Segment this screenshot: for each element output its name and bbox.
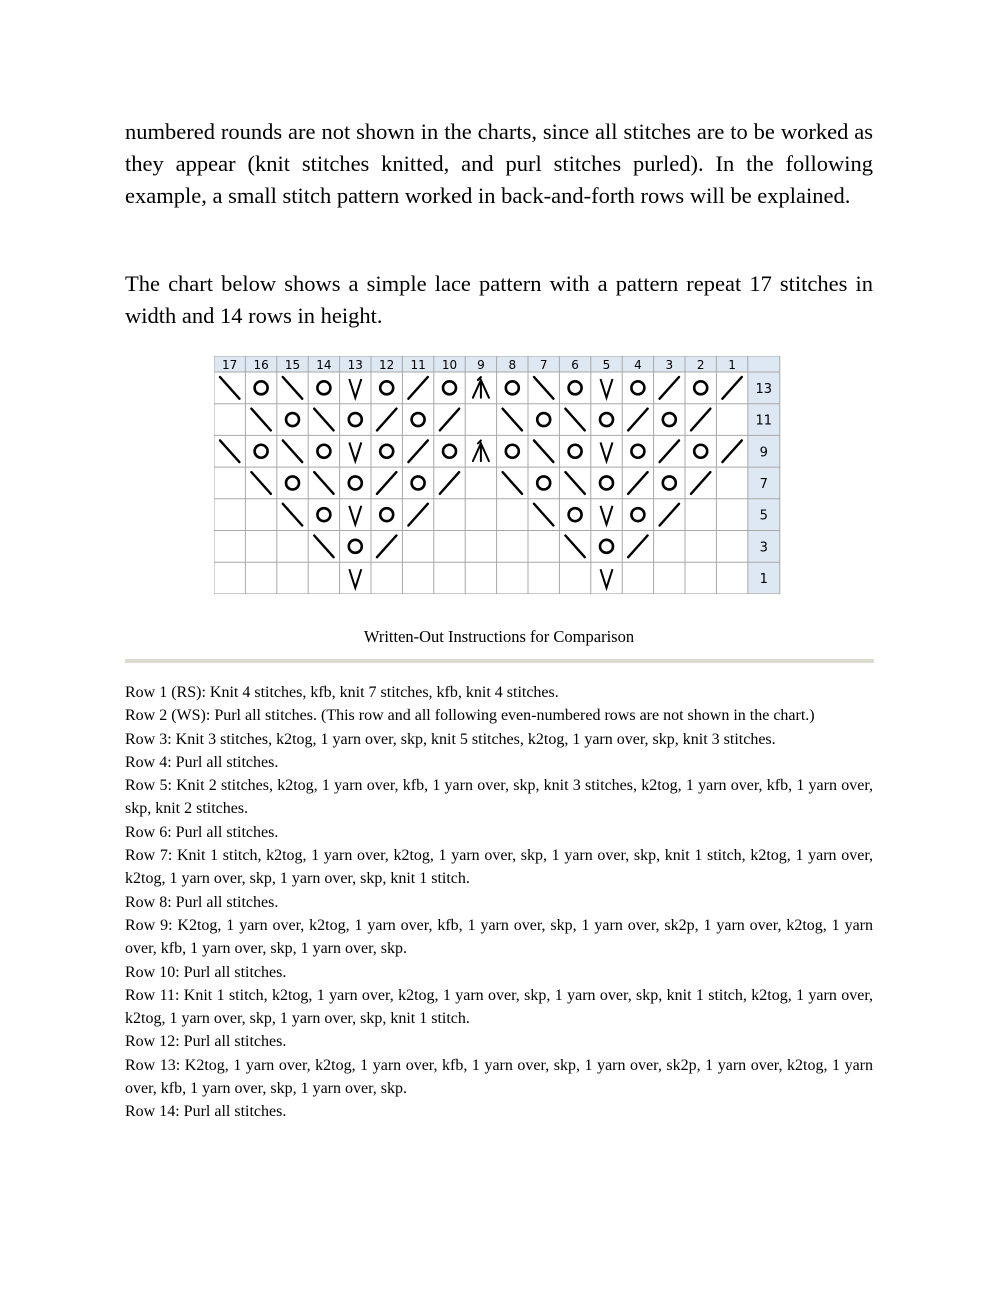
instruction-row: Row 3: Knit 3 stitches, k2tog, 1 yarn over, skp, knit 5 stitches, k2tog, 1 yarn over, skp, knit 3 stitches. <box>125 730 776 748</box>
row-label: 11 <box>755 413 773 429</box>
yarn-over-symbol <box>537 476 550 489</box>
skp-symbol <box>314 409 333 431</box>
k2tog-symbol <box>377 472 396 494</box>
yarn-over-symbol <box>694 445 707 458</box>
instruction-row: Row 6: Purl all stitches. <box>125 823 279 841</box>
skp-symbol <box>251 409 270 431</box>
skp-symbol <box>565 409 584 431</box>
written-instructions <box>125 681 873 1124</box>
k2tog-symbol <box>660 440 679 462</box>
column-label: 9 <box>477 358 485 372</box>
column-label: 5 <box>602 358 611 372</box>
k2tog-symbol <box>377 536 396 558</box>
yarn-over-symbol <box>600 476 613 489</box>
k2tog-symbol <box>628 472 647 494</box>
kfb-symbol <box>349 379 361 398</box>
skp-symbol <box>503 409 522 431</box>
skp-symbol <box>503 472 522 494</box>
yarn-over-symbol <box>631 381 644 394</box>
k2tog-symbol <box>691 472 710 494</box>
instruction-row: Row 5: Knit 2 stitches, k2tog, 1 yarn over, kfb, 1 yarn over, skp, knit 3 stitches, k2tog, 1 yarn over, kfb, 1 yarn over, skp, knit 2 stitches. <box>125 777 873 818</box>
skp-symbol <box>283 440 302 462</box>
yarn-over-symbol <box>380 508 393 521</box>
chart-caption: Written-Out Instructions for Comparison <box>363 627 635 646</box>
k2tog-symbol <box>408 504 427 526</box>
yarn-over-symbol <box>663 413 676 426</box>
k2tog-symbol <box>408 440 427 462</box>
k2tog-symbol <box>408 377 427 399</box>
column-label: 3 <box>665 358 674 372</box>
yarn-over-symbol <box>317 381 330 394</box>
k2tog-symbol <box>660 504 679 526</box>
yarn-over-symbol <box>255 381 268 394</box>
column-label: 10 <box>441 358 458 372</box>
yarn-over-symbol <box>631 508 644 521</box>
k2tog-symbol <box>660 377 679 399</box>
kfb-symbol <box>601 569 613 588</box>
instruction-row: Row 7: Knit 1 stitch, k2tog, 1 yarn over, k2tog, 1 yarn over, skp, 1 yarn over, skp, knit 1 stitch, k2tog, 1 yarn over, k2tog, 1 yarn over, skp, 1 yarn over, skp, knit 1 stitch. <box>125 847 873 888</box>
row-label: 7 <box>759 476 768 492</box>
yarn-over-symbol <box>600 413 613 426</box>
yarn-over-symbol <box>317 445 330 458</box>
row-label: 13 <box>755 381 773 397</box>
yarn-over-symbol <box>663 476 676 489</box>
yarn-over-symbol <box>569 445 582 458</box>
divider <box>125 659 874 663</box>
yarn-over-symbol <box>537 413 550 426</box>
yarn-over-symbol <box>349 476 362 489</box>
yarn-over-symbol <box>412 413 425 426</box>
yarn-over-symbol <box>569 508 582 521</box>
instruction-row: Row 14: Purl all stitches. <box>125 1103 287 1121</box>
column-label: 17 <box>222 358 238 372</box>
column-label: 12 <box>379 358 395 372</box>
instruction-row: Row 9: K2tog, 1 yarn over, k2tog, 1 yarn over, kfb, 1 yarn over, skp, 1 yarn over, sk2p, 1 yarn over, k2tog, 1 yarn over, kfb, 1 yarn over, skp, 1 yarn over, skp. <box>125 916 873 958</box>
k2tog-symbol <box>722 440 741 462</box>
sk2p-symbol <box>473 440 489 461</box>
instruction-row: Row 13: K2tog, 1 yarn over, k2tog, 1 yarn over, kfb, 1 yarn over, skp, 1 yarn over, sk2p, 1 yarn over, k2tog, 1 yarn over, kfb, 1 yarn over, skp, 1 yarn over, skp. <box>125 1056 873 1098</box>
yarn-over-symbol <box>317 508 330 521</box>
row-label: 9 <box>759 445 768 461</box>
kfb-symbol <box>601 506 613 525</box>
kfb-symbol <box>601 379 613 398</box>
yarn-over-symbol <box>631 445 644 458</box>
kfb-symbol <box>349 569 361 588</box>
yarn-over-symbol <box>569 381 582 394</box>
yarn-over-symbol <box>286 413 299 426</box>
column-label: 8 <box>508 358 517 372</box>
instruction-row: Row 11: Knit 1 stitch, k2tog, 1 yarn over, k2tog, 1 yarn over, skp, 1 yarn over, skp, knit 1 stitch, k2tog, 1 yarn over, k2tog, 1 yarn over, skp, 1 yarn over, skp, knit 1 stitch. <box>125 986 873 1028</box>
column-label: 14 <box>316 358 332 372</box>
kfb-symbol <box>349 442 361 461</box>
yarn-over-symbol <box>443 381 456 394</box>
k2tog-symbol <box>691 409 710 431</box>
column-label: 11 <box>410 358 426 372</box>
kfb-symbol <box>349 506 361 525</box>
yarn-over-symbol <box>380 381 393 394</box>
column-label: 16 <box>253 358 269 372</box>
skp-symbol <box>251 472 270 494</box>
intro-paragraph: numbered rounds are not shown in the charts, since all stitches are to be worked as they appear (knit stitches knitted, and purl stitches purled). In the following example, a small stitch pattern worked in back-and-forth rows will be explained. <box>125 119 873 208</box>
skp-symbol <box>534 377 553 399</box>
yarn-over-symbol <box>286 476 299 489</box>
kfb-symbol <box>601 442 613 461</box>
skp-symbol <box>534 440 553 462</box>
instruction-row: Row 12: Purl all stitches. <box>125 1033 287 1051</box>
skp-symbol <box>565 536 584 558</box>
sk2p-symbol <box>473 377 489 398</box>
k2tog-symbol <box>377 409 396 431</box>
skp-symbol <box>283 504 302 526</box>
chart-description-paragraph: The chart below shows a simple lace pattern with a pattern repeat 17 stitches in width and 14 rows in height. <box>125 271 873 328</box>
yarn-over-symbol <box>694 381 707 394</box>
skp-symbol <box>220 377 239 399</box>
column-label: 6 <box>571 358 579 372</box>
instruction-row: Row 8: Purl all stitches. <box>125 893 279 911</box>
column-label: 15 <box>284 358 301 372</box>
skp-symbol <box>534 504 553 526</box>
yarn-over-symbol <box>349 413 362 426</box>
column-label: 1 <box>728 358 736 372</box>
row-label: 1 <box>759 572 768 588</box>
yarn-over-symbol <box>412 476 425 489</box>
instruction-row: Row 10: Purl all stitches. <box>125 963 287 981</box>
k2tog-symbol <box>440 472 459 494</box>
column-label: 7 <box>539 358 548 372</box>
yarn-over-symbol <box>255 445 268 458</box>
yarn-over-symbol <box>380 445 393 458</box>
instruction-row: Row 1 (RS): Knit 4 stitches, kfb, knit 7 stitches, kfb, knit 4 stitches. <box>125 684 559 701</box>
row-label: 3 <box>759 540 768 556</box>
column-label: 2 <box>696 358 705 372</box>
yarn-over-symbol <box>600 540 613 553</box>
column-label: 13 <box>347 358 363 372</box>
k2tog-symbol <box>440 409 459 431</box>
skp-symbol <box>283 377 302 399</box>
yarn-over-symbol <box>506 445 519 458</box>
skp-symbol <box>220 440 239 462</box>
instruction-row: Row 4: Purl all stitches. <box>125 753 279 771</box>
instruction-row: Row 2 (WS): Purl all stitches. (This row and all following even-numbered rows are not shown in the chart.) <box>125 707 815 725</box>
skp-symbol <box>314 536 333 558</box>
k2tog-symbol <box>628 536 647 558</box>
skp-symbol <box>565 472 584 494</box>
yarn-over-symbol <box>349 540 362 553</box>
row-label: 5 <box>759 508 768 524</box>
lace-pattern-chart <box>214 356 786 594</box>
yarn-over-symbol <box>443 445 456 458</box>
skp-symbol <box>314 472 333 494</box>
k2tog-symbol <box>628 409 647 431</box>
column-label: 4 <box>634 358 642 372</box>
yarn-over-symbol <box>506 381 519 394</box>
k2tog-symbol <box>722 377 741 399</box>
